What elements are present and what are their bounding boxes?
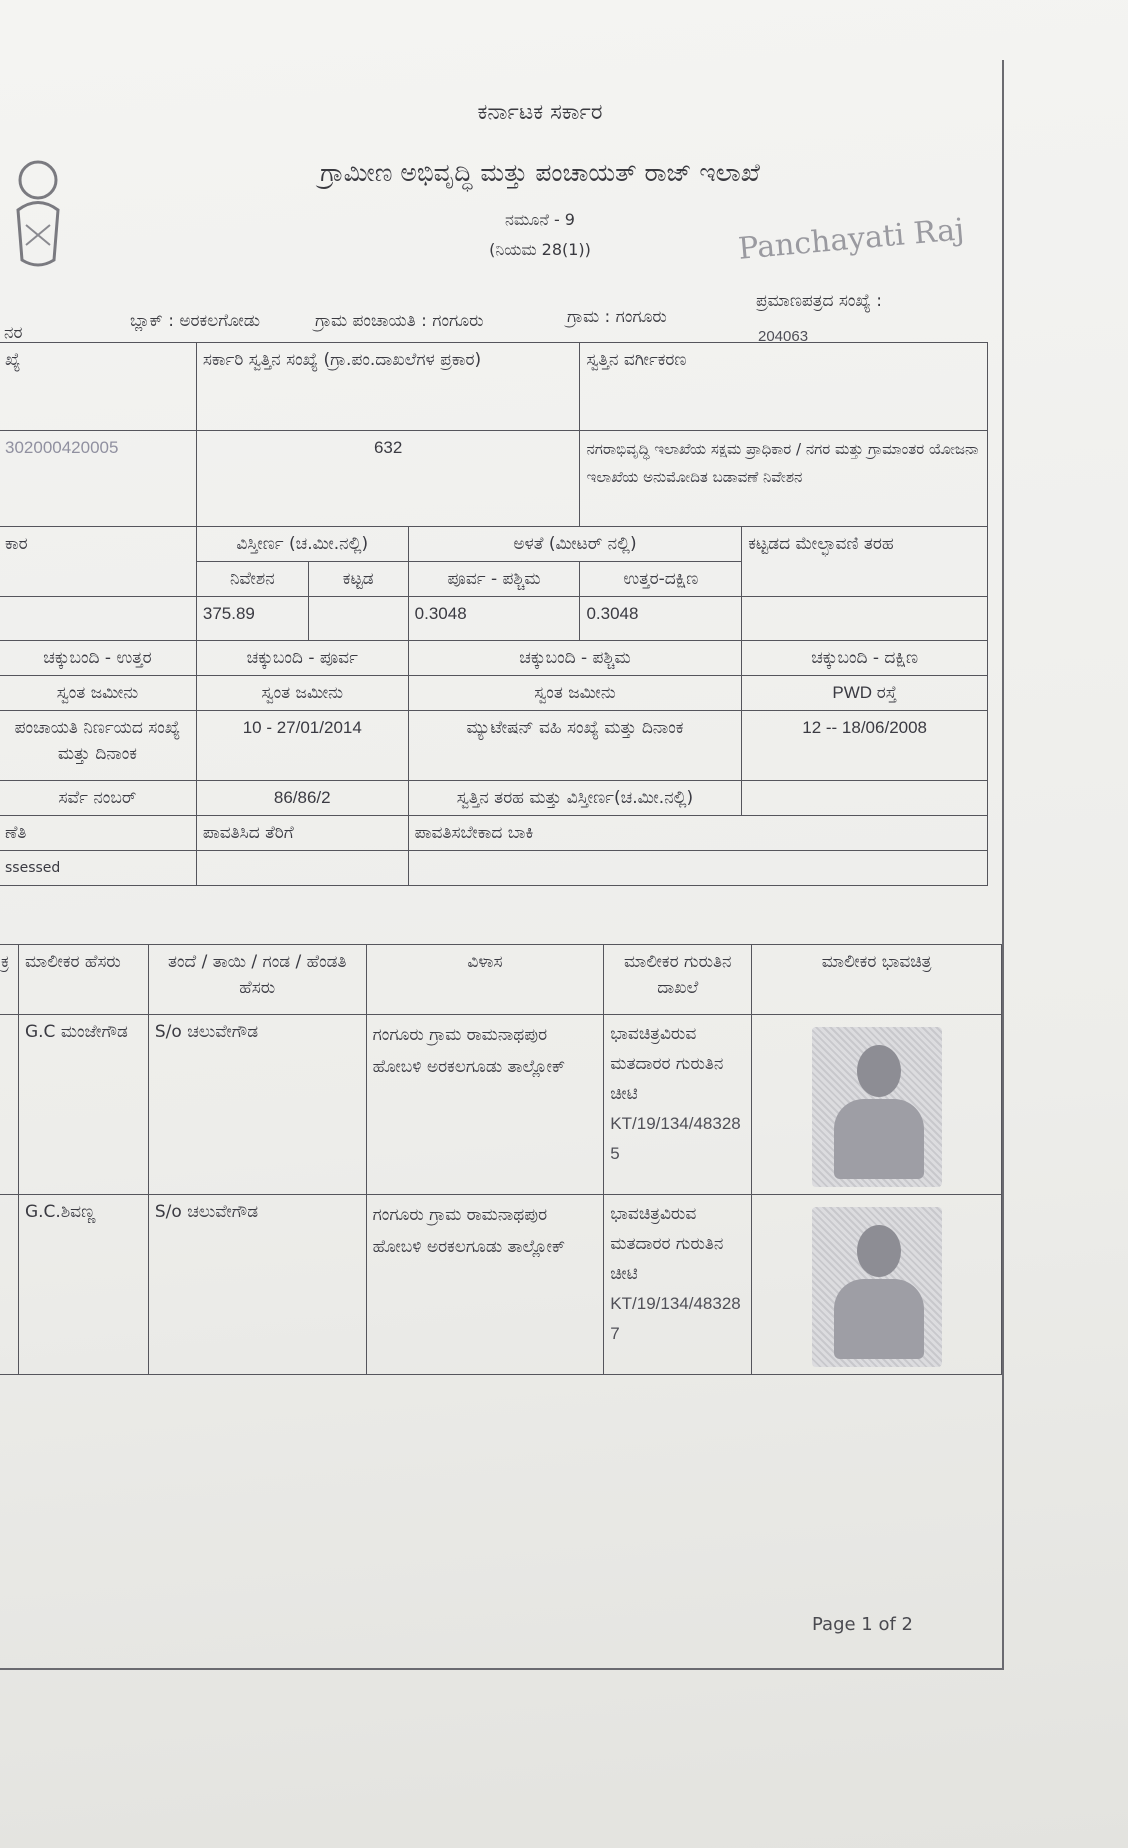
gram-panchayat-label: ಗ್ರಾಮ ಪಂಚಾಯತಿ : ಗಂಗೂರು [315, 311, 484, 331]
property-table [0, 342, 988, 886]
frame-right [1002, 60, 1004, 1670]
boundary-south-value: PWD ರಸ್ತೆ [742, 676, 988, 711]
owner-name: G.C ಮಂಜೇಗೌಡ [18, 1015, 148, 1195]
owner-address: ಗಂಗೂರು ಗ್ರಾಮ ರಾಮನಾಥಪುರ ಹೋಬಳಿ ಅರಕಲಗೂಡು ತಾಲ್ಲೋಕ್ [366, 1015, 604, 1195]
ew-label: ಪೂರ್ವ - ಪಶ್ಚಿಮ [408, 562, 580, 597]
property-no-label: ಸರ್ಕಾರಿ ಸ್ವತ್ತಿನ ಸಂಖ್ಯೆ (ಗ್ರಾ.ಪಂ.ದಾಖಲೆಗಳ ಪ್ರಕಾರ) [196, 343, 580, 431]
owner-name: G.C.ಶಿವಣ್ಣ [18, 1195, 148, 1375]
col-address: ವಿಳಾಸ [366, 945, 604, 1015]
col-sl: ಕ್ರ [0, 945, 18, 1015]
paid-tax-value [196, 851, 408, 886]
panchayati-raj-logo: Panchayati Raj [736, 212, 966, 267]
certificate-number: 204063 [758, 328, 809, 345]
village-label: ಗ್ರಾಮ : ಗಂಗೂರು [567, 307, 667, 327]
building-area [308, 597, 408, 641]
col-photo: ಮಾಲೀಕರ ಭಾವಚಿತ್ರ [752, 945, 1002, 1015]
empty-cell [0, 597, 196, 641]
owner-id-type: ಭಾವಚಿತ್ರವಿರುವ ಮತದಾರರ ಗುರುತಿನ ಚೀಟಿ [610, 1204, 724, 1284]
frame-bottom [0, 1668, 1004, 1670]
owner-id-number: KT/19/134/483287 [610, 1294, 741, 1343]
owner-id-cell [604, 1015, 752, 1195]
boundary-east-value: ಸ್ವಂತ ಜಮೀನು [196, 676, 408, 711]
mutation-label: ಮ್ಯುಟೇಷನ್ ವಹಿ ಸಂಖ್ಯೆ ಮತ್ತು ದಿನಾಂಕ [408, 711, 742, 781]
left-label-3: ಕಾರ [0, 527, 196, 597]
balance-value [408, 851, 987, 886]
survey-value: 86/86/2 [196, 781, 408, 816]
owner-row [0, 1195, 1002, 1375]
property-no: 632 [196, 431, 580, 527]
department-title: ಗ್ರಾಮೀಣ ಅಭಿವೃದ್ಧಿ ಮತ್ತು ಪಂಚಾಯತ್ ರಾಜ್ ಇಲಾಖೆ [320, 158, 760, 187]
ns-label: ಉತ್ತರ-ದಕ್ಷಿಣ [580, 562, 742, 597]
form-number: ನಮೂನೆ - 9 [505, 210, 575, 229]
survey-label: ಸರ್ವೆ ನಂಬರ್ [0, 781, 196, 816]
classification-label: ಸ್ವತ್ತಿನ ವರ್ಗೀಕರಣ [580, 343, 988, 431]
resolution-label: ಪಂಚಾಯತಿ ನಿರ್ಣಯದ ಸಂಖ್ಯೆ ಮತ್ತು ದಿನಾಂಕ [0, 711, 196, 781]
left-cut-label: ನರ [4, 323, 23, 343]
boundary-east-label: ಚಕ್ಕುಬಂದಿ - ಪೂರ್ವ [196, 641, 408, 676]
owner-relation: S/o ಚಲುವೇಗೌಡ [148, 1015, 366, 1195]
type-area-label: ಸ್ವತ್ತಿನ ತರಹ ಮತ್ತು ವಿಸ್ತೀರ್ಣ(ಚ.ಮೀ.ನಲ್ಲಿ) [408, 781, 742, 816]
ns-value: 0.3048 [580, 597, 742, 641]
page-number: Page 1 of 2 [812, 1614, 913, 1635]
owner-sl [0, 1015, 18, 1195]
boundary-west-value: ಸ್ವಂತ ಜಮೀನು [408, 676, 742, 711]
type-area-value [742, 781, 988, 816]
owner-id-type: ಭಾವಚಿತ್ರವಿರುವ ಮತದಾರರ ಗುರುತಿನ ಚೀಟಿ [610, 1024, 724, 1104]
building-label: ಕಟ್ಟಡ [308, 562, 408, 597]
owners-table [0, 944, 1002, 1375]
paid-tax-label: ಪಾವತಿಸಿದ ತೆರಿಗೆ [196, 816, 408, 851]
mutation-value: 12 -- 18/06/2008 [742, 711, 988, 781]
certificate-label: ಪ್ರಮಾಣಪತ್ರದ ಸಂಖ್ಯೆ : [756, 291, 882, 311]
boundary-west-label: ಚಕ್ಕುಬಂದಿ - ಪಶ್ಚಿಮ [408, 641, 742, 676]
property-id: 302000420005 [0, 431, 196, 527]
site-area: 375.89 [196, 597, 308, 641]
area-label: ವಿಸ್ತೀರ್ಣ (ಚ.ಮೀ.ನಲ್ಲಿ) [196, 527, 408, 562]
tax-left-label: ಣೆತಿ [0, 816, 196, 851]
boundary-south-label: ಚಕ್ಕುಬಂದಿ - ದಕ್ಷಿಣ [742, 641, 988, 676]
roof-label: ಕಟ್ಟಡದ ಮೇಲ್ಛಾವಣಿ ತರಹ [742, 527, 988, 597]
boundary-north-label: ಚಕ್ಕುಬಂದಿ - ಉತ್ತರ [0, 641, 196, 676]
owner-address: ಗಂಗೂರು ಗ್ರಾಮ ರಾಮನಾಥಪುರ ಹೋಬಳಿ ಅರಕಲಗೂಡು ತಾಲ್ಲೋಕ್ [366, 1195, 604, 1375]
owner-id-number: KT/19/134/483285 [610, 1114, 741, 1163]
boundary-north-value: ಸ್ವಂತ ಜಮೀನು [0, 676, 196, 711]
col-owner-name: ಮಾಲೀಕರ ಹೆಸರು [18, 945, 148, 1015]
owner-photo [812, 1027, 942, 1187]
measure-label: ಅಳತೆ (ಮೀಟರ್ ನಲ್ಲಿ) [408, 527, 742, 562]
owner-relation: S/o ಚಲುವೇಗೌಡ [148, 1195, 366, 1375]
owner-photo [812, 1207, 942, 1367]
resolution-value: 10 - 27/01/2014 [196, 711, 408, 781]
owner-row [0, 1015, 1002, 1195]
classification-value: ನಗರಾಭಿವೃದ್ಧಿ ಇಲಾಖೆಯ ಸಕ್ಷಮ ಪ್ರಾಧಿಕಾರ / ನಗರ ಮತ್ತು ಗ್ರಾಮಾಂತರ ಯೋಜನಾ ಇಲಾಖೆಯ ಅನುಮೋದಿತ ಬಡಾವಣೆ ನಿವೇಶನ [580, 431, 988, 527]
site-label: ನಿವೇಶನ [196, 562, 308, 597]
owner-photo-cell [752, 1195, 1002, 1375]
owner-photo-cell [752, 1015, 1002, 1195]
row1-left-label: ಖ್ಯೆ [0, 343, 196, 431]
assessed-label: ssessed [0, 851, 196, 886]
emblem-icon [8, 150, 72, 280]
owner-sl [0, 1195, 18, 1375]
balance-label: ಪಾವತಿಸಬೇಕಾದ ಬಾಕಿ [408, 816, 987, 851]
rule-number: (ನಿಯಮ 28(1)) [489, 240, 591, 259]
government-title: ಕರ್ನಾಟಕ ಸರ್ಕಾರ [477, 100, 603, 125]
col-relation: ತಂದೆ / ತಾಯಿ / ಗಂಡ / ಹೆಂಡತಿ ಹೆಸರು [148, 945, 366, 1015]
col-id-document: ಮಾಲೀಕರ ಗುರುತಿನ ದಾಖಲೆ [604, 945, 752, 1015]
ew-value: 0.3048 [408, 597, 580, 641]
owner-id-cell [604, 1195, 752, 1375]
roof-value [742, 597, 988, 641]
block-label: ಬ್ಲಾಕ್ : ಅರಕಲಗೋಡು [130, 311, 261, 331]
